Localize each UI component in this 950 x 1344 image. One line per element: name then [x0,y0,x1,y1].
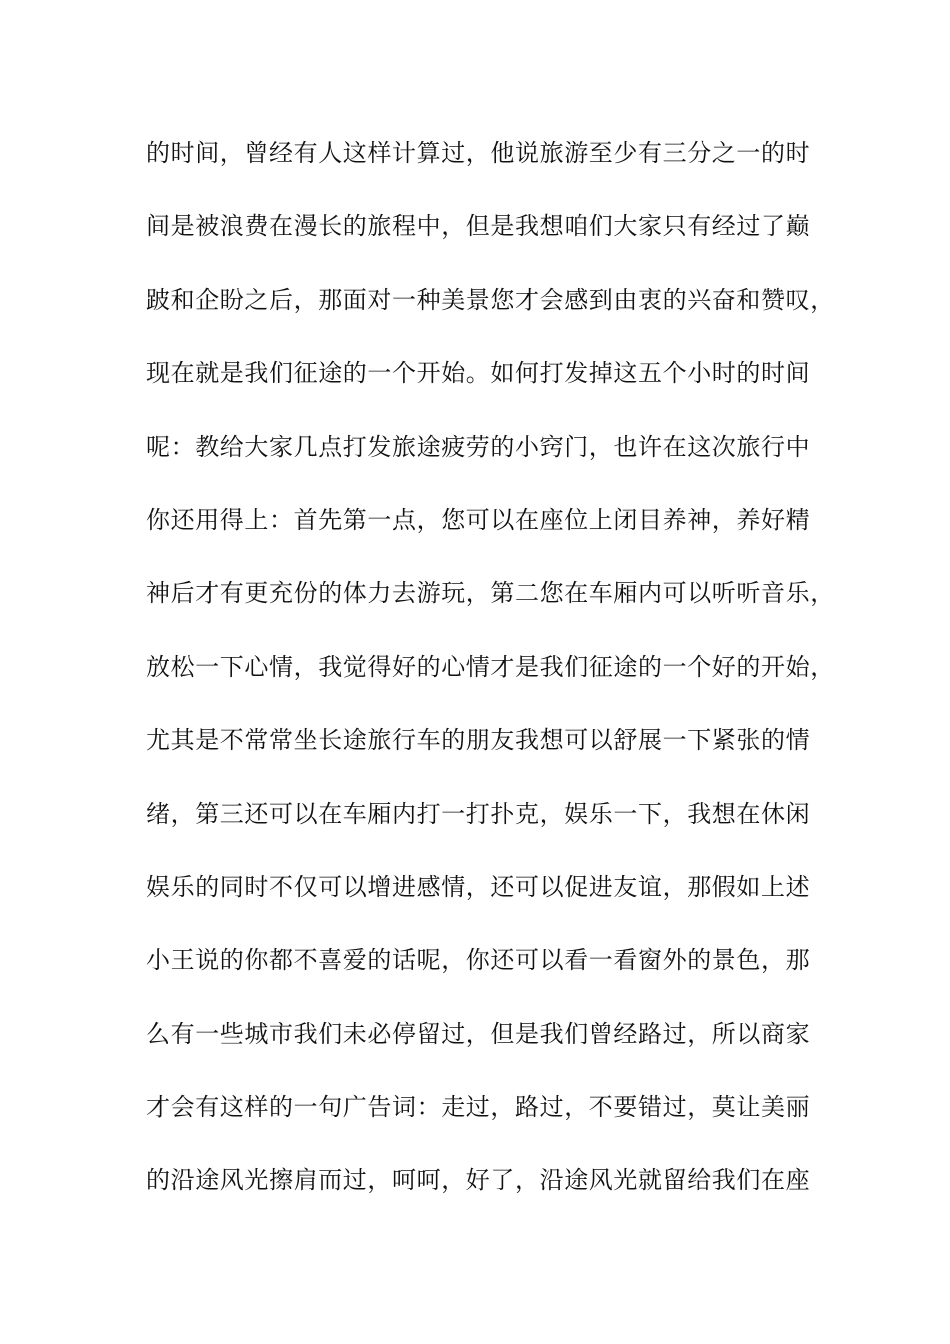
text-line: 的时间，曾经有人这样计算过，他说旅游至少有三分之一的时 [146,139,811,167]
text-line: 跛和企盼之后，那面对一种美景您才会感到由衷的兴奋和赞叹， [146,285,835,314]
text-line: 呢：教给大家几点打发旅途疲劳的小窍门，也许在这次旅行中 [146,432,811,461]
text-line: 么有一些城市我们未必停留过，但是我们曾经路过，所以商家 [146,1019,811,1048]
text-line: 神后才有更充份的体力去游玩，第二您在车厢内可以听听音乐， [146,579,835,608]
text-line: 你还用得上：首先第一点，您可以在座位上闭目养神，养好精 [146,505,811,534]
body-text [146,128,835,1229]
text-line: 娱乐的同时不仅可以增进感情，还可以促进友谊，那假如上述 [146,872,811,901]
text-line: 现在就是我们征途的一个开始。如何打发掉这五个小时的时间 [146,359,811,388]
text-line: 小王说的你都不喜爱的话呢，你还可以看一看窗外的景色，那 [146,946,811,975]
text-line: 绪，第三还可以在车厢内打一打扑克，娱乐一下，我想在休闲 [146,799,811,828]
text-line: 的沿途风光擦肩而过，呵呵，好了，沿途风光就留给我们在座 [146,1166,811,1195]
text-line: 间是被浪费在漫长的旅程中，但是我想咱们大家只有经过了巅 [146,212,811,241]
text-line: 放松一下心情，我觉得好的心情才是我们征途的一个好的开始， [146,652,835,681]
text-line: 才会有这样的一句广告词：走过，路过，不要错过，莫让美丽 [146,1093,811,1122]
text-line: 尤其是不常常坐长途旅行车的朋友我想可以舒展一下紧张的情 [146,726,811,755]
